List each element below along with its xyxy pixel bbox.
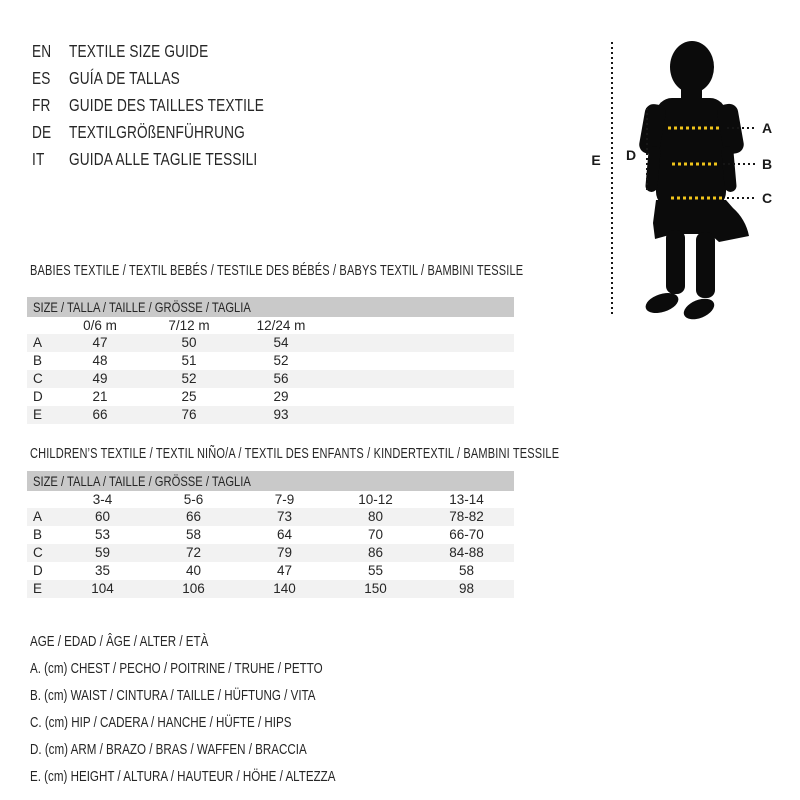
row-label: C bbox=[33, 545, 43, 560]
children-size-table bbox=[27, 471, 514, 598]
legend-line-waist: B. (cm) WAIST / CINTURA / TAILLE / HÜFTUNG / VITA bbox=[30, 688, 316, 704]
legend-line-height: E. (cm) HEIGHT / ALTURA / HAUTEUR / HÖHE / ALTEZZA bbox=[30, 769, 336, 785]
cell-value: 60 bbox=[94, 509, 111, 524]
cell-value: 58 bbox=[185, 527, 202, 542]
cell-value: 40 bbox=[185, 563, 202, 578]
children-column-header: 3-4 bbox=[92, 492, 113, 507]
children-column-header: 7-9 bbox=[274, 492, 295, 507]
figure-label-a: A bbox=[762, 120, 773, 136]
cell-value: 52 bbox=[273, 353, 289, 368]
babies-size-table bbox=[27, 297, 514, 424]
cell-value: 47 bbox=[276, 563, 293, 578]
lang-code-es: ES bbox=[32, 68, 51, 88]
cell-value: 21 bbox=[92, 389, 108, 404]
babies-column-header: 12/24 m bbox=[256, 318, 306, 333]
lang-row-en bbox=[32, 38, 319, 65]
cell-value: 55 bbox=[367, 563, 384, 578]
cell-value: 50 bbox=[181, 335, 197, 350]
legend-line-age: AGE / EDAD / ÂGE / ALTER / ETÀ bbox=[30, 634, 209, 650]
lang-code-en: EN bbox=[32, 41, 52, 61]
cell-value: 73 bbox=[276, 509, 293, 524]
cell-value: 84-88 bbox=[449, 545, 484, 560]
babies-row-c bbox=[27, 370, 514, 388]
children-column-header-row bbox=[27, 491, 514, 508]
language-header bbox=[32, 38, 319, 173]
cell-value: 52 bbox=[181, 371, 197, 386]
cell-value: 93 bbox=[273, 407, 289, 422]
babies-column-header-row bbox=[27, 317, 514, 334]
cell-value: 54 bbox=[273, 335, 289, 350]
lang-row-de bbox=[32, 119, 319, 146]
lang-title-it: GUIDA ALLE TAGLIE TESSILI bbox=[69, 149, 258, 169]
babies-row-a bbox=[27, 334, 514, 352]
cell-value: 49 bbox=[92, 371, 108, 386]
legend-line-chest: A. (cm) CHEST / PECHO / POITRINE / TRUHE / PETTO bbox=[30, 661, 323, 677]
children-row-e bbox=[27, 580, 514, 598]
children-column-header: 10-12 bbox=[358, 492, 393, 507]
figure-label-d: D bbox=[625, 147, 637, 163]
lang-row-fr bbox=[32, 92, 319, 119]
children-row-c bbox=[27, 544, 514, 562]
cell-value: 104 bbox=[91, 581, 114, 596]
children-row-b bbox=[27, 526, 514, 544]
babies-column-header: 0/6 m bbox=[83, 318, 117, 333]
cell-value: 64 bbox=[276, 527, 293, 542]
cell-value: 35 bbox=[94, 563, 111, 578]
cell-value: 106 bbox=[182, 581, 205, 596]
cell-value: 72 bbox=[185, 545, 202, 560]
lang-code-fr: FR bbox=[32, 95, 51, 115]
legend-line-arm: D. (cm) ARM / BRAZO / BRAS / WAFFEN / BRACCIA bbox=[30, 742, 307, 758]
figure-label-c: C bbox=[762, 190, 773, 206]
lang-code-de: DE bbox=[32, 122, 52, 142]
legend-line-hip: C. (cm) HIP / CADERA / HANCHE / HÜFTE / HIPS bbox=[30, 715, 292, 731]
babies-size-header-bar: SIZE / TALLA / TAILLE / GRÖSSE / TAGLIA bbox=[27, 297, 514, 317]
children-column-header: 5-6 bbox=[183, 492, 204, 507]
cell-value: 140 bbox=[273, 581, 296, 596]
babies-row-e bbox=[27, 406, 514, 424]
cell-value: 86 bbox=[367, 545, 384, 560]
cell-value: 80 bbox=[367, 509, 384, 524]
measurement-legend bbox=[30, 629, 412, 791]
cell-value: 48 bbox=[92, 353, 108, 368]
row-label: D bbox=[33, 563, 43, 578]
children-column-header: 13-14 bbox=[449, 492, 484, 507]
cell-value: 98 bbox=[458, 581, 475, 596]
cell-value: 51 bbox=[181, 353, 197, 368]
row-label: B bbox=[33, 527, 43, 542]
lang-row-it bbox=[32, 146, 319, 173]
babies-row-d bbox=[27, 388, 514, 406]
cell-value: 66 bbox=[92, 407, 108, 422]
row-label: D bbox=[33, 389, 43, 404]
row-label: B bbox=[33, 353, 43, 368]
lang-row-es bbox=[32, 65, 319, 92]
lang-title-fr: GUIDE DES TAILLES TEXTILE bbox=[69, 95, 265, 115]
lang-title-de: TEXTILGRÖßENFÜHRUNG bbox=[69, 122, 245, 142]
cell-value: 58 bbox=[458, 563, 475, 578]
figure-label-b: B bbox=[762, 156, 773, 172]
children-row-d bbox=[27, 562, 514, 580]
cell-value: 56 bbox=[273, 371, 289, 386]
row-label: A bbox=[33, 335, 43, 350]
children-size-header-bar: SIZE / TALLA / TAILLE / GRÖSSE / TAGLIA bbox=[27, 471, 514, 491]
children-section-title: CHILDREN’S TEXTILE / TEXTIL NIÑO/A / TEXTIL DES ENFANTS / KINDERTEXTIL / BAMBINI TESSILE bbox=[30, 446, 560, 462]
babies-column-header: 7/12 m bbox=[168, 318, 210, 333]
cell-value: 78-82 bbox=[449, 509, 484, 524]
cell-value: 76 bbox=[181, 407, 197, 422]
cell-value: 70 bbox=[367, 527, 384, 542]
lang-code-it: IT bbox=[32, 149, 45, 169]
babies-row-b bbox=[27, 352, 514, 370]
lang-title-es: GUÍA DE TALLAS bbox=[69, 68, 180, 88]
cell-value: 47 bbox=[92, 335, 108, 350]
cell-value: 25 bbox=[181, 389, 197, 404]
children-row-a bbox=[27, 508, 514, 526]
cell-value: 59 bbox=[94, 545, 111, 560]
figure-label-e: E bbox=[591, 152, 601, 168]
cell-value: 79 bbox=[276, 545, 293, 560]
cell-value: 29 bbox=[273, 389, 289, 404]
babies-section-title: BABIES TEXTILE / TEXTIL BEBÉS / TESTILE DES BÉBÉS / BABYS TEXTIL / BAMBINI TESSILE bbox=[30, 263, 524, 279]
cell-value: 53 bbox=[94, 527, 111, 542]
cell-value: 66-70 bbox=[449, 527, 484, 542]
row-label: C bbox=[33, 371, 43, 386]
row-label: A bbox=[33, 509, 43, 524]
row-label: E bbox=[33, 581, 43, 596]
cell-value: 66 bbox=[185, 509, 202, 524]
lang-title-en: TEXTILE SIZE GUIDE bbox=[69, 41, 209, 61]
row-label: E bbox=[33, 407, 43, 422]
cell-value: 150 bbox=[364, 581, 387, 596]
